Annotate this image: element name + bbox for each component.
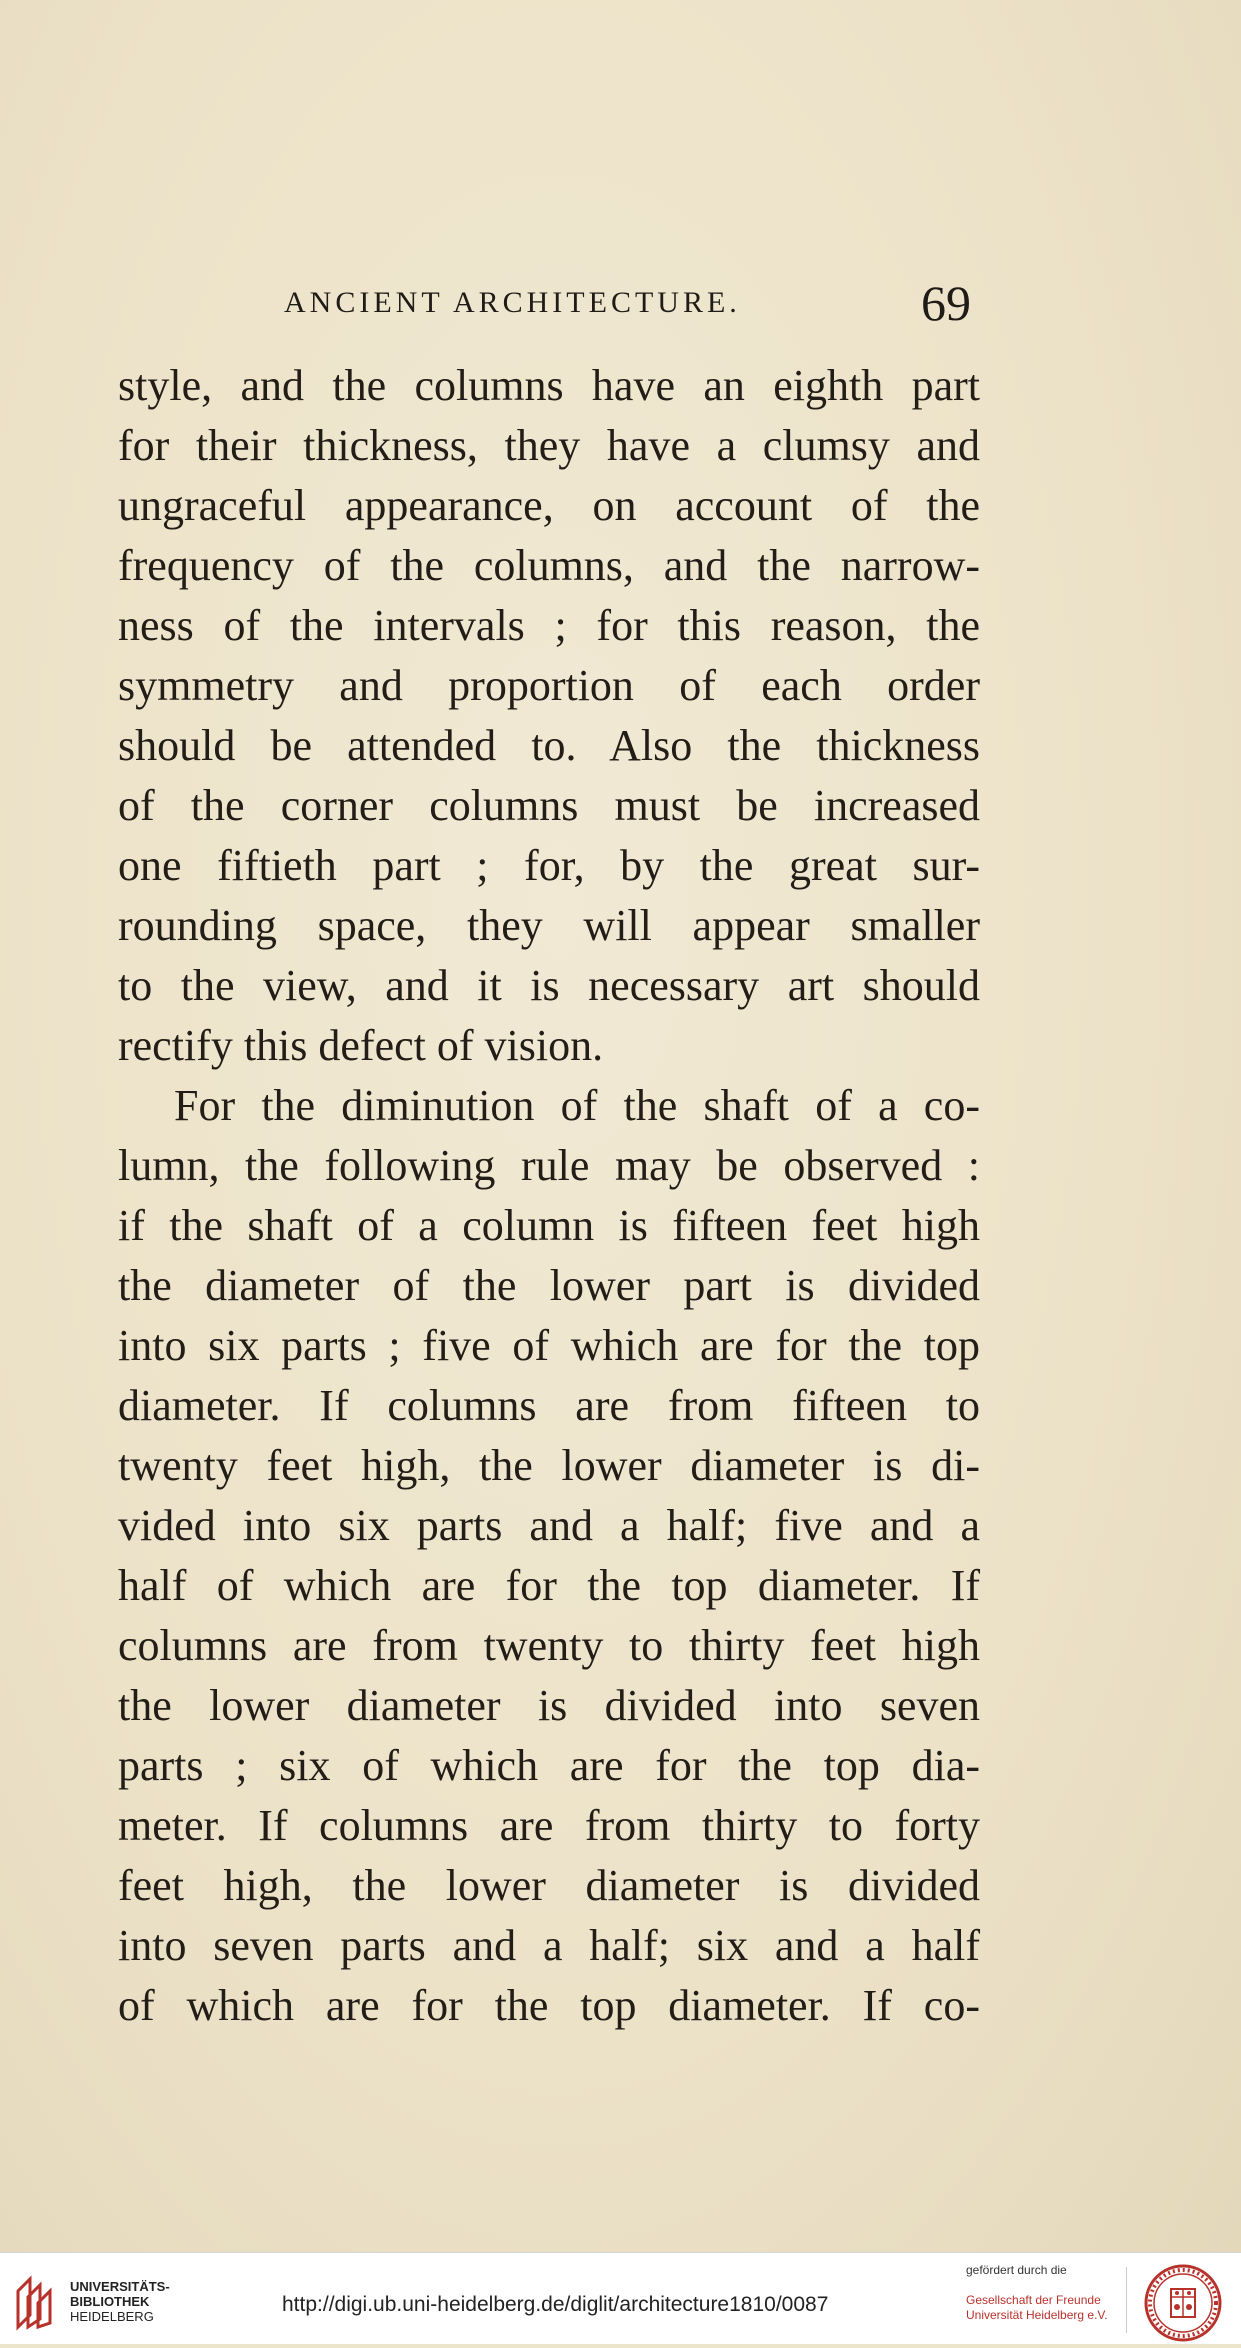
running-head (120, 274, 975, 334)
library-name (70, 2279, 170, 2324)
text-line: lumn, the following rule may be observed : (118, 1141, 980, 1190)
text-line: the diameter of the lower part is divided (118, 1261, 980, 1310)
library-name-line: HEIDELBERG (70, 2309, 154, 2324)
text-line: parts ; six of which are for the top dia- (118, 1741, 980, 1790)
text-line: of which are for the top diameter. If co- (118, 1981, 980, 2030)
text-line: if the shaft of a column is fifteen feet high (118, 1201, 980, 1250)
text-line: vided into six parts and a half; five and a (118, 1501, 980, 1550)
text-line: one fiftieth part ; for, by the great sur- (118, 841, 980, 890)
text-line: for their thickness, they have a clumsy and (118, 421, 980, 470)
permalink-url[interactable]: http://digi.ub.uni-heidelberg.de/diglit/architecture1810/0087 (282, 2293, 829, 2316)
library-name-line: UNIVERSITÄTS- (70, 2279, 170, 2294)
text-line: the lower diameter is divided into seven (118, 1681, 980, 1730)
funder-name[interactable] (966, 2293, 1108, 2323)
text-line: rectify this defect of vision. (118, 1021, 604, 1070)
ub-heidelberg-logo-icon[interactable] (14, 2275, 58, 2331)
text-line: diameter. If columns are from fifteen to (118, 1381, 980, 1430)
text-line: into seven parts and a half; six and a half (118, 1921, 980, 1970)
text-line: feet high, the lower diameter is divided (118, 1861, 980, 1910)
footer-divider (1126, 2267, 1127, 2333)
text-line: half of which are for the top diameter. If (118, 1561, 980, 1610)
text-line: should be attended to. Also the thickness (118, 721, 980, 770)
page-number: 69 (921, 275, 971, 331)
text-line: columns are from twenty to thirty feet high (118, 1621, 980, 1670)
library-name-line: BIBLIOTHEK (70, 2294, 150, 2309)
text-line: ness of the intervals ; for this reason, the (118, 601, 980, 650)
text-line: into six parts ; five of which are for the top (118, 1321, 980, 1370)
running-title: ANCIENT ARCHITECTURE. (284, 286, 741, 319)
text-line: frequency of the columns, and the narrow- (118, 541, 980, 590)
footer-bar (0, 2252, 1241, 2344)
text-line: to the view, and it is necessary art should (118, 961, 980, 1010)
funder-label: gefördert durch die (966, 2263, 1067, 2277)
text-line: rounding space, they will appear smaller (118, 901, 980, 950)
university-seal-icon[interactable] (1143, 2263, 1223, 2343)
body-text (118, 356, 980, 2036)
text-line: meter. If columns are from thirty to forty (118, 1801, 980, 1850)
text-line: style, and the columns have an eighth part (118, 361, 980, 410)
funder-name-line: Gesellschaft der Freunde (966, 2293, 1101, 2307)
text-line: twenty feet high, the lower diameter is di- (118, 1441, 980, 1490)
text-line: symmetry and proportion of each order (118, 661, 980, 710)
paragraph-start-line: For the diminution of the shaft of a co- (174, 1081, 980, 1130)
funder-name-line: Universität Heidelberg e.V. (966, 2308, 1108, 2322)
text-line: of the corner columns must be increased (118, 781, 980, 830)
text-line: ungraceful appearance, on account of the (118, 481, 980, 530)
